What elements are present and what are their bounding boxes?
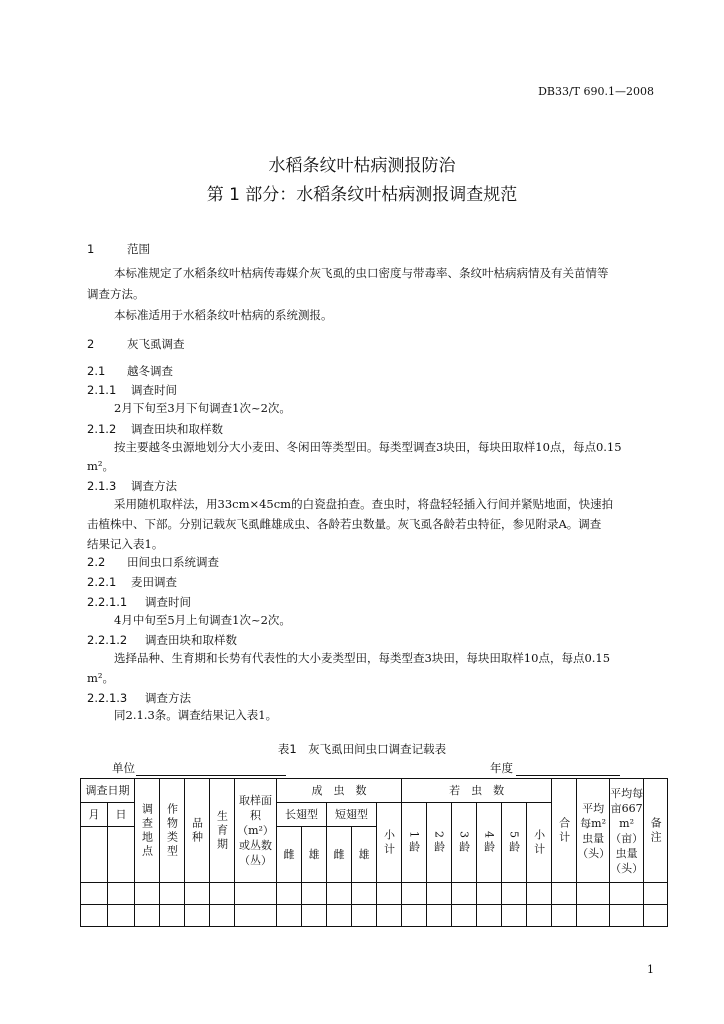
section-title: 调查时间 — [145, 595, 191, 609]
col-avg-per-m2: 平均每m²虫量（头） — [577, 779, 610, 883]
unit-label: 单位 — [112, 761, 135, 775]
col-long-male: 雄 — [302, 827, 327, 883]
paragraph: 4月中旬至5月上旬调查1次~2次。 — [114, 613, 291, 627]
section-2-1-1-heading — [87, 382, 177, 398]
paragraph: 同2.1.3条。调查结果记入表1。 — [114, 708, 278, 722]
col-crop-type: 作物类型 — [160, 779, 185, 883]
col-day: 日 — [108, 803, 135, 827]
col-avg-per-mu: 平均每亩667 m²（亩）虫量（头） — [610, 779, 644, 883]
section-2-2-1-1-heading — [87, 594, 191, 610]
col-long-wing: 长翅型 — [277, 803, 327, 827]
paragraph: 选择品种、生育期和长势有代表性的大小麦类型田，每类型查3块田，每块田取样10点，每点0.15 — [114, 651, 611, 665]
col-nymph-count: 若 虫 数 — [402, 779, 552, 803]
paragraph: 按主要越冬虫源地划分大小麦田、冬闲田等类型田。每类型调查3块田，每块田取样10点，每点0.15 — [114, 440, 622, 454]
section-title: 调查方法 — [145, 691, 191, 705]
col-instar-5: 5龄 — [502, 803, 527, 883]
section-2-1-2-heading — [87, 421, 223, 437]
page-number: 1 — [647, 963, 654, 976]
col-total: 合计 — [552, 779, 577, 883]
col-long-female: 雌 — [277, 827, 302, 883]
col-instar-1: 1龄 — [402, 803, 427, 883]
section-number: 2.1.2 — [87, 422, 117, 436]
section-title: 田间虫口系统调查 — [127, 555, 219, 569]
paragraph: 击植株中、下部。分别记载灰飞虱雌雄成虫、各龄若虫数量。灰飞虱各龄若虫特征，参见附录A。调查 — [87, 517, 602, 531]
col-short-male: 雄 — [352, 827, 377, 883]
paragraph: m²。 — [87, 671, 115, 685]
paragraph: 采用随机取样法，用33cm×45cm的白瓷盘拍查。查虫时，将盘轻轻插入行间并紧贴地面，快速拍 — [114, 497, 614, 511]
paragraph: 本标准适用于水稻条纹叶枯病的系统测报。 — [114, 308, 333, 322]
col-month: 月 — [81, 803, 108, 827]
unit-underline — [136, 775, 286, 776]
paragraph: 结果记入表1。 — [87, 537, 164, 551]
section-title: 调查时间 — [131, 383, 177, 397]
table-caption: 表1 灰飞虱田间虫口调查记载表 — [277, 742, 447, 756]
col-growth-stage: 生育期 — [210, 779, 235, 883]
col-survey-date: 调查日期 — [81, 779, 135, 803]
col-instar-2: 2龄 — [427, 803, 452, 883]
col-adult-subtotal: 小计 — [377, 803, 402, 883]
section-2-2-1-3-heading — [87, 690, 191, 706]
section-number: 2 — [87, 337, 95, 351]
paragraph: 2月下旬至3月下旬调查1次~2次。 — [114, 401, 291, 415]
section-title: 范围 — [127, 242, 150, 256]
section-2-2-1-2-heading — [87, 632, 237, 648]
section-title: 灰飞虱调查 — [127, 337, 185, 351]
section-2-2-1-heading — [87, 574, 177, 590]
section-number: 2.2.1 — [87, 575, 117, 589]
col-sample-area: 取样面积（m²）或丛数（丛） — [235, 779, 277, 883]
survey-record-table — [80, 778, 668, 927]
standard-number: DB33/T 690.1—2008 — [538, 85, 654, 98]
section-title: 调查田块和取样数 — [131, 422, 223, 436]
table-row — [81, 905, 668, 927]
year-label: 年度 — [490, 761, 513, 775]
section-number: 2.2.1.2 — [87, 633, 128, 647]
section-number: 2.1 — [87, 364, 106, 378]
table-row — [81, 883, 668, 905]
section-title: 麦田调查 — [131, 575, 177, 589]
paragraph: 调查方法。 — [87, 287, 145, 301]
paragraph: 本标准规定了水稻条纹叶枯病传毒媒介灰飞虱的虫口密度与带毒率、条纹叶枯病病情及有关苗情等 — [114, 266, 609, 280]
section-2-1-heading — [87, 363, 173, 379]
col-remarks: 备注 — [644, 779, 668, 883]
title-line-1: 水稻条纹叶枯病测报防治 — [268, 156, 456, 176]
col-variety: 品种 — [185, 779, 210, 883]
section-number: 2.2 — [87, 555, 106, 569]
section-title: 越冬调查 — [127, 364, 173, 378]
title-line-2: 第 1 部分：水稻条纹叶枯病测报调查规范 — [206, 185, 518, 205]
section-number: 2.1.1 — [87, 383, 117, 397]
section-number: 2.2.1.3 — [87, 691, 128, 705]
paragraph: m²。 — [87, 459, 115, 473]
col-short-female: 雌 — [327, 827, 352, 883]
col-short-wing: 短翅型 — [327, 803, 377, 827]
month-blank — [81, 827, 108, 883]
section-title: 调查方法 — [131, 479, 177, 493]
col-instar-4: 4龄 — [477, 803, 502, 883]
section-2-heading — [87, 336, 185, 352]
section-1-heading — [87, 241, 150, 257]
col-instar-3: 3龄 — [452, 803, 477, 883]
section-number: 2.2.1.1 — [87, 595, 128, 609]
col-adult-count: 成 虫 数 — [277, 779, 402, 803]
year-underline — [516, 775, 620, 776]
section-2-1-3-heading — [87, 478, 177, 494]
section-number: 1 — [87, 242, 95, 256]
col-nymph-subtotal: 小计 — [527, 803, 552, 883]
section-2-2-heading — [87, 554, 219, 570]
section-number: 2.1.3 — [87, 479, 117, 493]
section-title: 调查田块和取样数 — [145, 633, 237, 647]
col-survey-site: 调查地点 — [135, 779, 160, 883]
day-blank — [108, 827, 135, 883]
